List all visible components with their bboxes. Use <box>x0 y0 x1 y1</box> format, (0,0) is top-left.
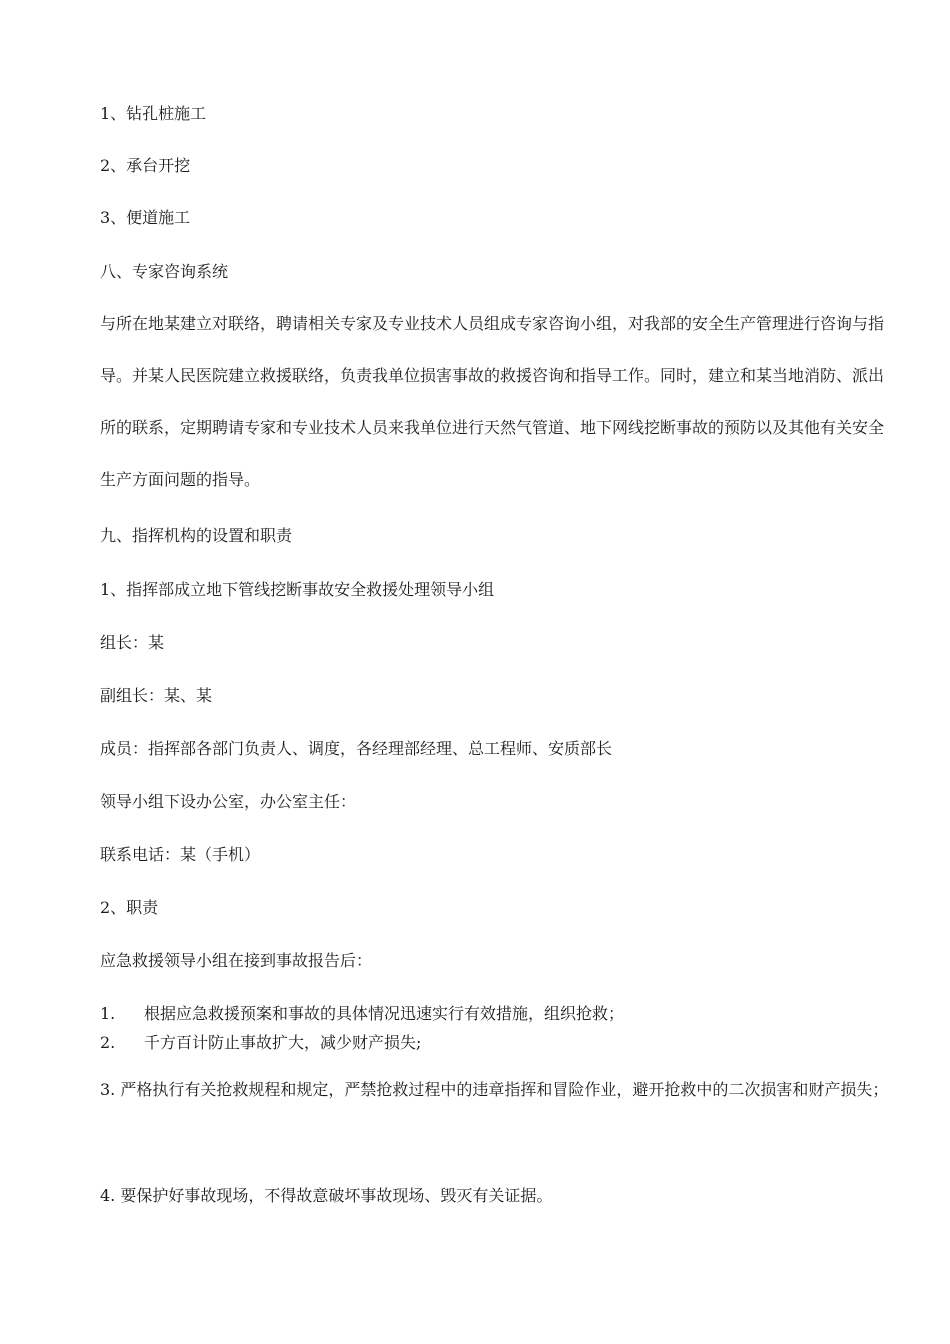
deputy-leader: 副组长：某、某 <box>100 686 213 705</box>
item-access-road: 3、便道施工 <box>100 208 191 227</box>
office-director: 领导小组下设办公室，办公室主任： <box>100 792 357 811</box>
list-item-text: 根据应急救援预案和事故的具体情况迅速实行有效措施，组织抢救； <box>144 1004 625 1023</box>
expert-paragraph: 与所在地某建立对联络，聘请相关专家及专业技术人员组成专家咨询小组，对我部的安全生产管理进行咨询与指导。并某人民医院建立救援联络，负责我单位损害事故的救援咨询和指导工作。同时，建立和某当地消防、派出所的联系，定期聘请专家和专业技术人员来我单位进行天然气管道、地下网线挖断事故的预防以及其他有关安全生产方面问题的指导。 <box>100 314 885 489</box>
list-item-number: 1. <box>100 1004 116 1023</box>
list-item-text: 千方百计防止事故扩大，减少财产损失; <box>144 1033 422 1052</box>
subsection-leadership-group: 1、指挥部成立地下管线挖断事故安全救援处理领导小组 <box>100 580 495 599</box>
duties-intro: 应急救援领导小组在接到事故报告后： <box>100 951 373 970</box>
subsection-duties: 2、职责 <box>100 898 159 917</box>
item-drilled-pile: 1、钻孔桩施工 <box>100 104 207 123</box>
list-item-number: 2. <box>100 1033 116 1052</box>
item-cap-excavation: 2、承台开挖 <box>100 156 191 175</box>
section-heading-command: 九、指挥机构的设置和职责 <box>100 526 293 545</box>
group-leader: 组长：某 <box>100 633 165 652</box>
contact-phone: 联系电话：某（手机） <box>100 845 261 864</box>
list-item <box>100 1004 624 1024</box>
section-heading-expert: 八、专家咨询系统 <box>100 262 229 281</box>
duty-4-line: 4. 要保护好事故现场，不得故意破坏事故现场、毁灭有关证据。 <box>100 1186 553 1205</box>
group-members: 成员：指挥部各部门负责人、调度，各经理部经理、总工程师、安质部长 <box>100 739 613 758</box>
duty-3-paragraph: 3. 严格执行有关抢救规程和规定，严禁抢救过程中的违章指挥和冒险作业，避开抢救中的二次损害和财产损失； <box>100 1080 889 1099</box>
list-item <box>100 1033 421 1053</box>
